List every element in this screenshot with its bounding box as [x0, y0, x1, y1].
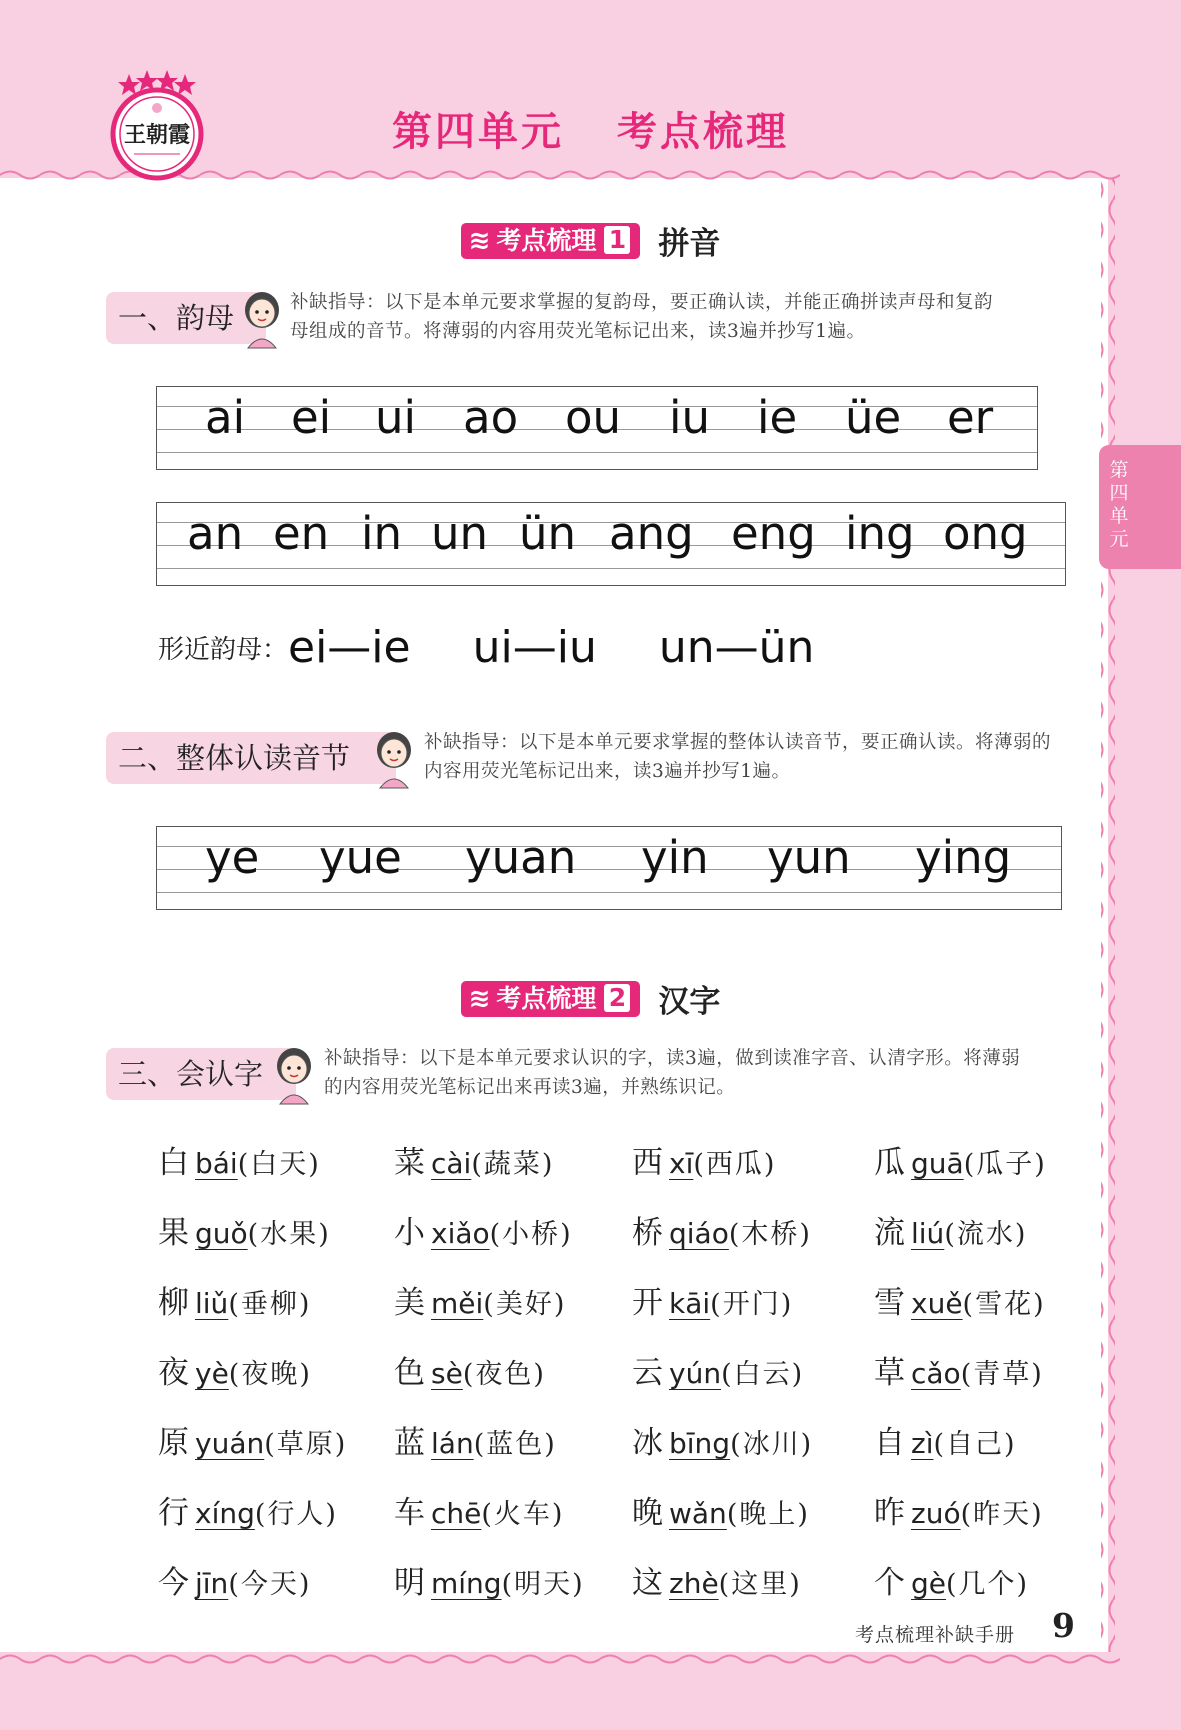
character-entry: [874, 1280, 1046, 1328]
character-entry: [874, 1140, 1047, 1188]
character-example: (自己): [933, 1429, 1017, 1460]
pinyin-syllable: en: [273, 507, 330, 560]
character-entry: [632, 1350, 804, 1398]
character-pinyin: zhè: [669, 1567, 719, 1600]
pinyin-syllable: yin: [641, 831, 709, 884]
character-pinyin: guǒ: [195, 1217, 248, 1250]
similar-pair: ui—iu: [472, 622, 597, 673]
side-tab-char: 单: [1109, 505, 1129, 527]
side-tab-char: 元: [1109, 528, 1129, 550]
character-glyph: 这: [632, 1565, 663, 1601]
character-row: [158, 1280, 1088, 1350]
side-tab-char: 四: [1109, 482, 1129, 504]
character-entry: [874, 1210, 1027, 1258]
unit-title: [0, 100, 1181, 157]
character-glyph: 自: [874, 1425, 905, 1461]
character-glyph: 晚: [632, 1495, 663, 1531]
character-entry: [874, 1350, 1044, 1398]
character-example: (明天): [501, 1569, 585, 1600]
character-example: (几个): [946, 1569, 1030, 1600]
character-glyph: 个: [874, 1565, 905, 1601]
pinyin-syllable: yuan: [465, 831, 577, 884]
character-entry: [158, 1490, 338, 1538]
section-heading-pinyin: [0, 218, 1181, 263]
section-badge: ≋ 考点梳理 1: [461, 223, 641, 259]
character-pinyin: liǔ: [195, 1287, 229, 1320]
character-glyph: 明: [394, 1565, 425, 1601]
character-entry: [632, 1490, 810, 1538]
section-number: 2: [604, 984, 630, 1012]
character-glyph: 色: [394, 1355, 425, 1391]
character-entry: [158, 1280, 311, 1328]
section-heading-hanzi: [0, 976, 1181, 1021]
character-row: [158, 1350, 1088, 1420]
character-example: (草原): [264, 1429, 348, 1460]
character-glyph: 白: [158, 1145, 189, 1181]
character-entry: [874, 1560, 1029, 1608]
character-example: (水果): [247, 1219, 331, 1250]
character-glyph: 车: [394, 1495, 425, 1531]
character-example: (蔬菜): [471, 1149, 555, 1180]
pinyin-syllable: ao: [463, 391, 519, 444]
character-entry: [158, 1210, 331, 1258]
character-example: (西瓜): [693, 1149, 777, 1180]
pinyin-syllable: ing: [845, 507, 915, 560]
character-entry: [394, 1140, 554, 1188]
character-pinyin: cǎo: [911, 1357, 961, 1390]
character-pinyin: kāi: [669, 1287, 711, 1320]
unit-title-part2: 考点梳理: [616, 109, 789, 155]
character-pinyin: měi: [431, 1287, 484, 1320]
footer-book-title: 考点梳理补缺手册: [855, 1624, 1016, 1646]
pinyin-syllable: ong: [943, 507, 1028, 560]
girl-avatar-icon: [370, 728, 418, 790]
character-example: (夜晚): [228, 1359, 312, 1390]
character-example: (夜色): [462, 1359, 546, 1390]
pinyin-syllable: üe: [845, 391, 902, 444]
similar-pair: ei—ie: [288, 622, 411, 673]
character-row: [158, 1140, 1088, 1210]
guide-text-recognize: 补缺指导：以下是本单元要求认识的字，读3遍，做到读准字音、认清字形。将薄弱 的内容用荧光笔标记出来再读3遍，并熟练识记。: [324, 1048, 1021, 1098]
character-glyph: 云: [632, 1355, 663, 1391]
character-row: [158, 1420, 1088, 1490]
character-glyph: 昨: [874, 1495, 905, 1531]
wave-icon: ≋: [468, 983, 491, 1014]
pinyin-syllable: ye: [205, 831, 260, 884]
character-glyph: 菜: [394, 1145, 425, 1181]
character-pinyin: xuě: [911, 1287, 963, 1320]
character-pinyin: gè: [911, 1567, 946, 1600]
character-entry: [158, 1350, 312, 1398]
character-entry: [394, 1350, 546, 1398]
character-example: (这里): [718, 1569, 802, 1600]
character-pinyin: chē: [431, 1497, 482, 1530]
character-example: (瓜子): [963, 1149, 1047, 1180]
character-glyph: 原: [158, 1425, 189, 1461]
character-pinyin: guā: [911, 1147, 964, 1180]
character-glyph: 小: [394, 1215, 425, 1251]
character-glyph: 西: [632, 1145, 663, 1181]
pinyin-box-finals-1: [156, 386, 1038, 470]
section-number: 1: [604, 226, 630, 254]
section-badge: ≋ 考点梳理 2: [461, 981, 641, 1017]
character-pinyin: yuán: [195, 1427, 265, 1460]
wave-icon: ≋: [468, 225, 491, 256]
page-number: 9: [1052, 1606, 1075, 1645]
pinyin-syllable: ui: [375, 391, 417, 444]
character-example: (开门): [710, 1289, 794, 1320]
logo-text: 王朝霞: [123, 122, 191, 148]
character-entry: [394, 1560, 585, 1608]
character-entry: [394, 1490, 564, 1538]
character-pinyin: liú: [911, 1217, 945, 1250]
character-example: (火车): [481, 1499, 565, 1530]
section-title: 汉字: [658, 984, 721, 1020]
character-pinyin: yè: [195, 1357, 229, 1390]
pinyin-syllable: ei: [291, 391, 332, 444]
character-glyph: 柳: [158, 1285, 189, 1321]
character-glyph: 今: [158, 1565, 189, 1601]
character-pinyin: míng: [431, 1567, 502, 1600]
character-pinyin: xī: [669, 1147, 694, 1180]
character-example: (昨天): [960, 1499, 1044, 1530]
character-pinyin: sè: [431, 1357, 463, 1390]
character-pinyin: qiáo: [669, 1217, 729, 1250]
character-row: [158, 1210, 1088, 1280]
character-entry: [632, 1210, 812, 1258]
character-example: (蓝色): [473, 1429, 557, 1460]
character-pinyin: xiǎo: [431, 1217, 490, 1250]
character-pinyin: jīn: [195, 1567, 229, 1600]
character-entry: [158, 1560, 311, 1608]
side-tab-char: 第: [1109, 459, 1129, 481]
character-example: (行人): [254, 1499, 338, 1530]
character-grid: [158, 1140, 1088, 1630]
character-entry: [874, 1490, 1044, 1538]
character-glyph: 蓝: [394, 1425, 425, 1461]
character-example: (白云): [721, 1359, 805, 1390]
character-example: (白天): [237, 1149, 321, 1180]
section-title: 拼音: [658, 226, 721, 262]
character-glyph: 雪: [874, 1285, 905, 1321]
character-glyph: 果: [158, 1215, 189, 1251]
character-pinyin: lán: [431, 1427, 474, 1460]
character-example: (垂柳): [228, 1289, 312, 1320]
character-entry: [394, 1210, 573, 1258]
character-example: (冰川): [730, 1429, 814, 1460]
character-glyph: 夜: [158, 1355, 189, 1391]
side-tab-unit[interactable]: [1099, 445, 1181, 569]
category-label-finals: 一、韵母: [106, 292, 266, 344]
character-entry: [158, 1420, 347, 1468]
pinyin-syllable: ün: [519, 507, 577, 560]
character-pinyin: xíng: [195, 1497, 255, 1530]
character-glyph: 美: [394, 1285, 425, 1321]
character-pinyin: cài: [431, 1147, 472, 1180]
character-example: (雪花): [962, 1289, 1046, 1320]
character-glyph: 流: [874, 1215, 905, 1251]
pinyin-syllable: an: [187, 507, 244, 560]
pinyin-syllable: ie: [757, 391, 798, 444]
character-pinyin: yún: [669, 1357, 722, 1390]
character-entry: [632, 1140, 776, 1188]
character-row: [158, 1490, 1088, 1560]
character-example: (小桥): [489, 1219, 573, 1250]
character-pinyin: zì: [911, 1427, 934, 1460]
character-glyph: 瓜: [874, 1145, 905, 1181]
pinyin-box-whole: [156, 826, 1062, 910]
character-entry: [632, 1420, 813, 1468]
pinyin-syllable: in: [361, 507, 403, 560]
character-glyph: 开: [632, 1285, 663, 1321]
pinyin-syllable: ying: [915, 831, 1012, 884]
similar-finals-label: 形近韵母：: [158, 635, 289, 665]
category-label-whole-syllables: 二、整体认读音节: [106, 732, 396, 784]
character-example: (青草): [960, 1359, 1044, 1390]
character-entry: [158, 1140, 321, 1188]
character-example: (木桥): [728, 1219, 812, 1250]
pinyin-box-finals-2: [156, 502, 1066, 586]
character-entry: [632, 1560, 802, 1608]
character-example: (流水): [944, 1219, 1028, 1250]
guide-text-whole: 补缺指导：以下是本单元要求掌握的整体认读音节，要正确认读。将薄弱的 内容用荧光笔标记出来，读3遍并抄写1遍。: [424, 732, 1052, 782]
character-example: (晚上): [726, 1499, 810, 1530]
pinyin-syllable: eng: [731, 507, 816, 560]
similar-pair: un—ün: [658, 622, 815, 673]
character-entry: [874, 1420, 1017, 1468]
girl-avatar-icon: [238, 288, 286, 350]
pinyin-syllable: iu: [669, 391, 711, 444]
pinyin-syllable: yue: [319, 831, 402, 884]
character-pinyin: wǎn: [669, 1497, 727, 1530]
character-pinyin: bái: [195, 1147, 238, 1180]
character-example: (美好): [483, 1289, 567, 1320]
character-glyph: 冰: [632, 1425, 663, 1461]
girl-avatar-icon: [270, 1044, 318, 1106]
pinyin-syllable: ai: [205, 391, 246, 444]
unit-title-part1: 第四单元: [392, 109, 565, 155]
guide-text-finals: 补缺指导：以下是本单元要求掌握的复韵母，要正确认读，并能正确拼读声母和复韵 母组成的音节。将薄弱的内容用荧光笔标记出来，读3遍并抄写1遍。: [290, 292, 994, 342]
character-entry: [394, 1420, 557, 1468]
character-pinyin: bīng: [669, 1427, 731, 1460]
pinyin-syllable: ou: [565, 391, 622, 444]
character-example: (今天): [228, 1569, 312, 1600]
character-glyph: 桥: [632, 1215, 663, 1251]
pinyin-syllable: un: [431, 507, 489, 560]
pinyin-syllable: er: [947, 391, 994, 444]
character-glyph: 草: [874, 1355, 905, 1391]
pinyin-syllable: ang: [609, 507, 694, 560]
pinyin-syllable: yun: [767, 831, 851, 884]
category-label-recognize: 三、会认字: [106, 1048, 296, 1100]
character-entry: [632, 1280, 793, 1328]
character-pinyin: zuó: [911, 1497, 961, 1530]
character-glyph: 行: [158, 1495, 189, 1531]
similar-finals: [158, 622, 814, 673]
character-entry: [394, 1280, 566, 1328]
